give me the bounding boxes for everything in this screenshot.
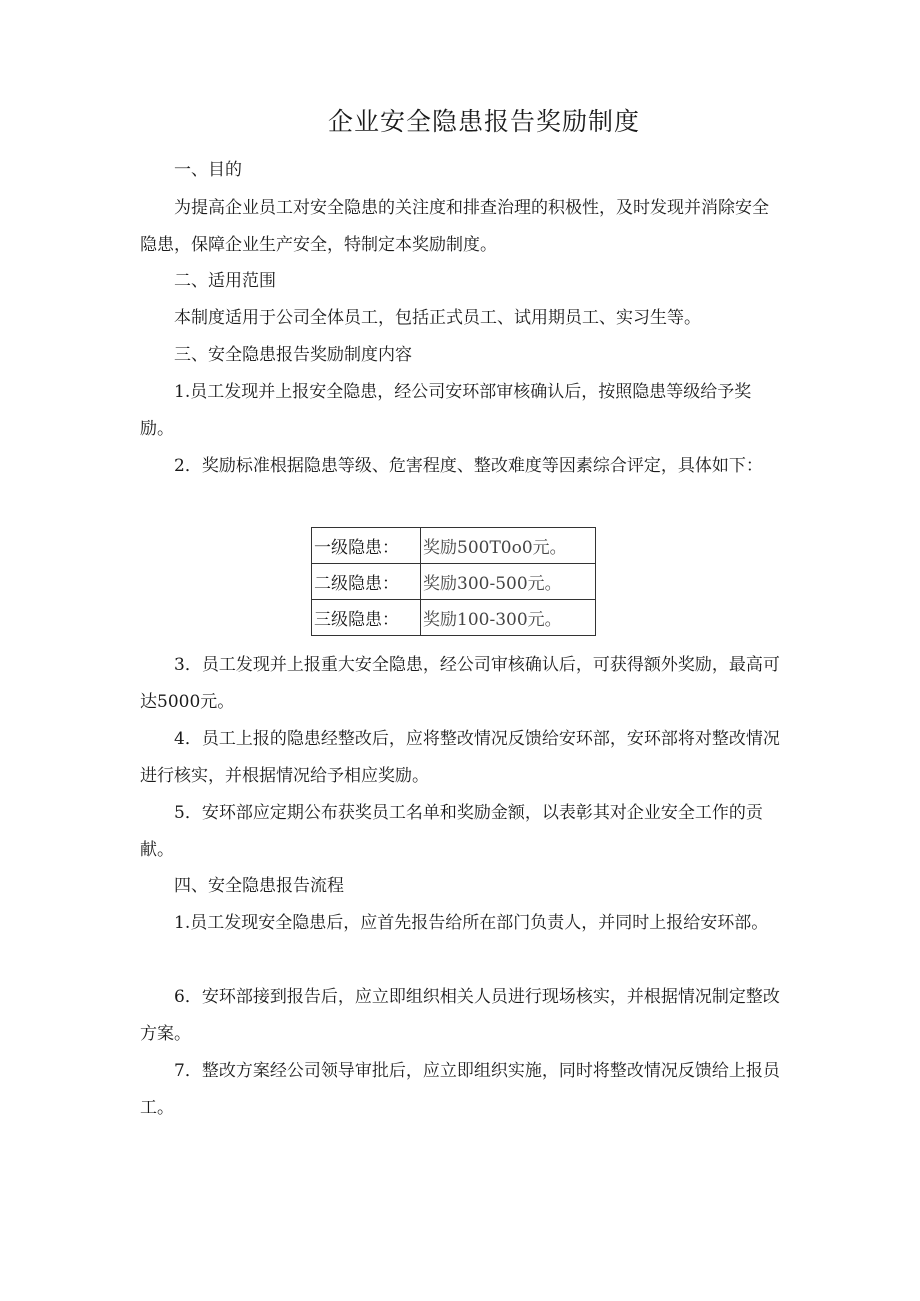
table-cell-level: 一级隐患： [312, 528, 421, 564]
table-cell-amount: 奖励300-500元。 [421, 564, 596, 600]
section-heading-scope: 二、适用范围 [174, 271, 276, 291]
table-row [312, 600, 596, 636]
paragraph-purpose: 为提高企业员工对安全隐患的关注度和排查治理的积极性，及时发现并消除安全隐患，保障企业生产安全，特制定本奖励制度。 [140, 198, 769, 255]
paragraph-reward-item-5: 5．安环部应定期公布获奖员工名单和奖励金额，以表彰其对企业安全工作的贡献。 [140, 803, 763, 860]
table-row [312, 564, 596, 600]
table-row [312, 528, 596, 564]
paragraph-process-item-1: 1.员工发现安全隐患后，应首先报告给所在部门负责人，并同时上报给安环部。 [174, 913, 769, 933]
table-cell-level: 二级隐患： [312, 564, 421, 600]
table-cell-level: 三级隐患： [312, 600, 421, 636]
paragraph-scope: 本制度适用于公司全体员工，包括正式员工、试用期员工、实习生等。 [174, 308, 701, 328]
paragraph-reward-item-3: 3．员工发现并上报重大安全隐患，经公司审核确认后，可获得额外奖励，最高可达5000元。 [140, 655, 780, 712]
paragraph-reward-item-2: 2．奖励标准根据隐患等级、危害程度、整改难度等因素综合评定，具体如下： [174, 456, 763, 476]
section-heading-reward-content: 三、安全隐患报告奖励制度内容 [174, 345, 412, 365]
reward-standard-table [311, 527, 596, 636]
table-cell-amount: 奖励500T0o0元。 [421, 528, 596, 564]
paragraph-reward-item-1: 1.员工发现并上报安全隐患，经公司安环部审核确认后，按照隐患等级给予奖励。 [140, 382, 752, 439]
paragraph-process-item-7: 7．整改方案经公司领导审批后，应立即组织实施，同时将整改情况反馈给上报员工。 [140, 1061, 780, 1118]
section-heading-purpose: 一、目的 [174, 160, 242, 180]
table-cell-amount: 奖励100-300元。 [421, 600, 596, 636]
document-title: 企业安全隐患报告奖励制度 [327, 107, 640, 136]
paragraph-reward-item-4: 4．员工上报的隐患经整改后，应将整改情况反馈给安环部，安环部将对整改情况进行核实，并根据情况给予相应奖励。 [140, 729, 780, 786]
paragraph-process-item-6: 6．安环部接到报告后，应立即组织相关人员进行现场核实，并根据情况制定整改方案。 [140, 987, 780, 1044]
section-heading-report-process: 四、安全隐患报告流程 [174, 876, 344, 896]
